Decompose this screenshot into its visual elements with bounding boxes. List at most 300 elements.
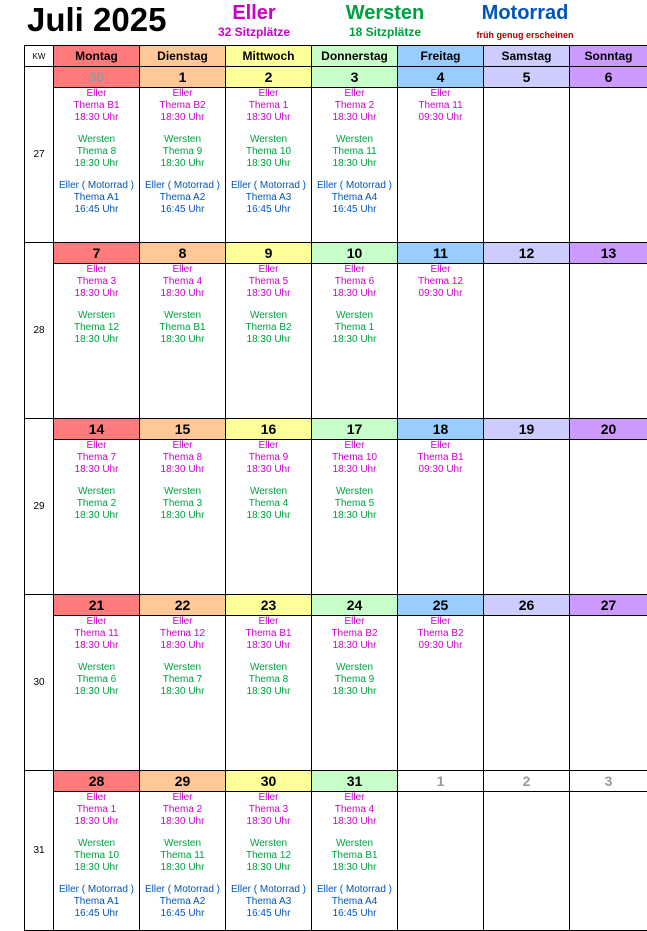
day-number: 12 [484,243,570,264]
course-entry [54,792,139,828]
course-time: 18:30 Uhr [54,686,139,698]
day-cell [484,792,570,931]
course-location: Eller [140,88,225,100]
kw-header: KW [25,46,54,67]
day-number: 16 [226,419,312,440]
day-number: 25 [398,595,484,616]
day-number: 29 [140,771,226,792]
course-time: 18:30 Uhr [54,816,139,828]
day-number: 31 [312,771,398,792]
course-location: Wersten [140,134,225,146]
course-topic: Thema B2 [312,628,397,640]
course-entry [54,662,139,698]
day-number: 7 [54,243,140,264]
week-date-row [25,243,647,264]
legend-motorrad [470,1,580,42]
course-location: Wersten [226,662,311,674]
course-topic: Thema 12 [398,276,483,288]
course-entry [54,884,139,920]
day-cell [570,88,647,243]
course-location: Eller ( Motorrad ) [140,180,225,192]
course-time: 18:30 Uhr [312,640,397,652]
course-entry [312,134,397,170]
course-topic: Thema A3 [226,896,311,908]
course-time: 16:45 Uhr [312,908,397,920]
weekday-header: Sonntag [570,46,647,67]
course-topic: Thema 11 [312,146,397,158]
day-cell [226,264,312,419]
course-entry [54,264,139,300]
day-cell [570,616,647,771]
course-topic: Thema 1 [312,322,397,334]
course-topic: Thema A2 [140,192,225,204]
course-location: Eller [226,440,311,452]
course-topic: Thema 4 [226,498,311,510]
course-topic: Thema 7 [140,674,225,686]
course-topic: Thema 8 [226,674,311,686]
course-entry [312,88,397,124]
course-topic: Thema 11 [398,100,483,112]
course-entry [140,792,225,828]
day-cell [140,616,226,771]
course-topic: Thema 4 [140,276,225,288]
day-number: 15 [140,419,226,440]
course-time: 18:30 Uhr [226,816,311,828]
day-cell [570,440,647,595]
course-topic: Thema 9 [140,146,225,158]
course-location: Eller ( Motorrad ) [312,180,397,192]
week-content-row [25,88,647,243]
course-time: 18:30 Uhr [140,510,225,522]
course-time: 09:30 Uhr [398,640,483,652]
course-entry [226,616,311,652]
course-time: 18:30 Uhr [226,640,311,652]
course-topic: Thema A1 [54,896,139,908]
day-number: 8 [140,243,226,264]
legend-wersten [335,1,435,39]
course-time: 18:30 Uhr [226,112,311,124]
course-topic: Thema B2 [226,322,311,334]
course-entry [54,88,139,124]
course-time: 16:45 Uhr [312,204,397,216]
day-number: 14 [54,419,140,440]
course-topic: Thema B2 [398,628,483,640]
course-entry [140,264,225,300]
week-content-row [25,616,647,771]
course-entry [140,440,225,476]
course-entry [54,838,139,874]
day-cell [312,792,398,931]
course-time: 18:30 Uhr [226,862,311,874]
day-cell [54,792,140,931]
course-entry [54,440,139,476]
week-date-row [25,595,647,616]
course-topic: Thema 12 [54,322,139,334]
day-cell [398,440,484,595]
course-topic: Thema 1 [54,804,139,816]
course-location: Eller [398,440,483,452]
course-topic: Thema 10 [312,452,397,464]
course-location: Wersten [312,662,397,674]
course-location: Wersten [140,310,225,322]
course-entry [312,180,397,216]
course-location: Wersten [312,134,397,146]
course-time: 18:30 Uhr [54,640,139,652]
course-topic: Thema 11 [140,850,225,862]
course-location: Wersten [226,486,311,498]
course-entry [54,134,139,170]
course-entry [226,662,311,698]
course-time: 16:45 Uhr [140,908,225,920]
course-location: Wersten [54,838,139,850]
course-location: Eller [226,88,311,100]
course-time: 18:30 Uhr [140,686,225,698]
week-date-row [25,67,647,88]
course-entry [312,884,397,920]
course-time: 16:45 Uhr [54,204,139,216]
course-time: 09:30 Uhr [398,464,483,476]
course-topic: Thema 5 [312,498,397,510]
course-entry [312,838,397,874]
day-number: 30 [226,771,312,792]
course-entry [226,792,311,828]
course-topic: Thema 3 [140,498,225,510]
course-time: 18:30 Uhr [312,288,397,300]
week-content-row [25,792,647,931]
course-time: 18:30 Uhr [54,112,139,124]
week-date-row [25,419,647,440]
course-entry [226,264,311,300]
day-cell [484,88,570,243]
course-location: Eller ( Motorrad ) [54,884,139,896]
course-entry [226,88,311,124]
course-topic: Thema 4 [312,804,397,816]
course-location: Eller [140,440,225,452]
week-number: 31 [25,771,54,931]
course-location: Eller [54,440,139,452]
course-entry [312,264,397,300]
course-topic: Thema A1 [54,192,139,204]
course-time: 18:30 Uhr [54,334,139,346]
course-time: 18:30 Uhr [226,334,311,346]
course-topic: Thema 3 [54,276,139,288]
course-time: 18:30 Uhr [226,464,311,476]
course-topic: Thema 10 [226,146,311,158]
course-topic: Thema 12 [140,628,225,640]
course-time: 18:30 Uhr [226,510,311,522]
day-cell [140,440,226,595]
course-entry [226,134,311,170]
course-topic: Thema 1 [226,100,311,112]
weekday-header: Montag [54,46,140,67]
course-time: 09:30 Uhr [398,112,483,124]
day-number: 19 [484,419,570,440]
course-location: Eller [312,616,397,628]
course-entry [226,486,311,522]
course-location: Wersten [54,662,139,674]
day-cell [570,792,647,931]
weekday-header: Mittwoch [226,46,312,67]
day-cell [54,440,140,595]
day-cell [484,264,570,419]
course-topic: Thema 8 [140,452,225,464]
day-number: 1 [140,67,226,88]
course-location: Eller ( Motorrad ) [54,180,139,192]
course-location: Eller [226,616,311,628]
course-topic: Thema 6 [312,276,397,288]
course-location: Eller ( Motorrad ) [226,180,311,192]
course-entry [312,616,397,652]
day-number: 24 [312,595,398,616]
course-entry [398,264,483,300]
week-content-row [25,264,647,419]
page-title: Juli 2025 [27,0,166,40]
course-entry [140,838,225,874]
course-location: Wersten [54,486,139,498]
week-number: 29 [25,419,54,595]
course-topic: Thema 2 [140,804,225,816]
day-cell [140,264,226,419]
course-topic: Thema 5 [226,276,311,288]
course-time: 16:45 Uhr [140,204,225,216]
day-cell [226,792,312,931]
course-entry [312,792,397,828]
course-location: Eller [54,792,139,804]
course-topic: Thema 7 [54,452,139,464]
course-time: 18:30 Uhr [140,112,225,124]
day-cell [312,264,398,419]
day-number: 6 [570,67,647,88]
day-number: 13 [570,243,647,264]
week-date-row [25,771,647,792]
course-entry [312,662,397,698]
course-location: Eller ( Motorrad ) [312,884,397,896]
course-entry [226,838,311,874]
course-topic: Thema A3 [226,192,311,204]
day-number: 23 [226,595,312,616]
course-time: 18:30 Uhr [312,816,397,828]
course-time: 18:30 Uhr [312,862,397,874]
course-location: Eller ( Motorrad ) [226,884,311,896]
course-time: 18:30 Uhr [312,112,397,124]
calendar-grid [24,45,647,931]
course-time: 16:45 Uhr [226,908,311,920]
course-location: Eller [54,88,139,100]
day-number: 2 [226,67,312,88]
day-cell [398,792,484,931]
day-cell [226,440,312,595]
course-location: Wersten [140,838,225,850]
day-cell [312,616,398,771]
weekday-header: Freitag [398,46,484,67]
day-cell [398,616,484,771]
course-entry [54,616,139,652]
course-location: Eller [140,616,225,628]
week-number: 27 [25,67,54,243]
day-number: 9 [226,243,312,264]
course-time: 09:30 Uhr [398,288,483,300]
day-number: 17 [312,419,398,440]
course-time: 18:30 Uhr [140,816,225,828]
day-number: 4 [398,67,484,88]
course-location: Wersten [312,310,397,322]
weekday-header: Donnerstag [312,46,398,67]
course-time: 18:30 Uhr [54,510,139,522]
day-cell [398,88,484,243]
day-number: 3 [312,67,398,88]
course-time: 18:30 Uhr [312,464,397,476]
legend-eller-seats: 32 Sitzplätze [218,25,290,39]
legend-eller [218,1,290,39]
course-location: Wersten [54,134,139,146]
day-cell [140,88,226,243]
course-topic: Thema 8 [54,146,139,158]
course-topic: Thema 6 [54,674,139,686]
day-cell [54,88,140,243]
course-location: Eller [140,792,225,804]
day-number: 22 [140,595,226,616]
course-topic: Thema 11 [54,628,139,640]
course-location: Eller ( Motorrad ) [140,884,225,896]
course-topic: Thema B1 [140,322,225,334]
day-number: 10 [312,243,398,264]
day-cell [484,616,570,771]
course-location: Eller [398,88,483,100]
course-entry [226,440,311,476]
course-location: Eller [54,616,139,628]
course-location: Wersten [226,310,311,322]
course-location: Eller [226,792,311,804]
day-cell [54,616,140,771]
course-topic: Thema 12 [226,850,311,862]
week-content-row [25,440,647,595]
course-location: Eller [398,264,483,276]
course-entry [140,310,225,346]
course-location: Wersten [140,662,225,674]
course-topic: Thema B1 [312,850,397,862]
legend-eller-name: Eller [218,1,290,25]
course-topic: Thema A2 [140,896,225,908]
course-topic: Thema 9 [312,674,397,686]
course-time: 18:30 Uhr [226,686,311,698]
day-cell [54,264,140,419]
day-number: 2 [484,771,570,792]
course-topic: Thema B2 [140,100,225,112]
legend-motorrad-name: Motorrad [470,1,580,25]
course-entry [312,440,397,476]
course-time: 18:30 Uhr [54,464,139,476]
course-entry [140,486,225,522]
course-location: Wersten [312,486,397,498]
day-cell [312,440,398,595]
day-cell [398,264,484,419]
course-time: 18:30 Uhr [312,334,397,346]
course-location: Eller [54,264,139,276]
day-number: 5 [484,67,570,88]
weekday-header: Dienstag [140,46,226,67]
course-entry [140,616,225,652]
course-topic: Thema 2 [54,498,139,510]
course-entry [398,440,483,476]
course-topic: Thema 2 [312,100,397,112]
day-number: 28 [54,771,140,792]
day-cell [226,88,312,243]
course-topic: Thema A4 [312,192,397,204]
day-number: 27 [570,595,647,616]
course-location: Wersten [226,838,311,850]
course-entry [226,310,311,346]
course-location: Wersten [140,486,225,498]
day-cell [312,88,398,243]
course-location: Eller [312,88,397,100]
course-location: Wersten [312,838,397,850]
course-entry [140,88,225,124]
day-number: 30 [54,67,140,88]
course-entry [140,884,225,920]
week-number: 28 [25,243,54,419]
day-cell [140,792,226,931]
course-time: 18:30 Uhr [226,158,311,170]
course-time: 18:30 Uhr [54,288,139,300]
course-time: 18:30 Uhr [140,334,225,346]
course-entry [398,616,483,652]
course-time: 18:30 Uhr [140,862,225,874]
course-entry [312,310,397,346]
day-number: 3 [570,771,647,792]
course-location: Eller [226,264,311,276]
course-entry [226,180,311,216]
legend-motorrad-note: früh genug erscheinen [470,28,580,42]
course-time: 18:30 Uhr [312,158,397,170]
course-time: 18:30 Uhr [312,510,397,522]
course-entry [226,884,311,920]
course-topic: Thema B1 [54,100,139,112]
legend-wersten-seats: 18 Sitzplätze [335,25,435,39]
day-number: 26 [484,595,570,616]
course-location: Wersten [54,310,139,322]
day-cell [570,264,647,419]
course-time: 18:30 Uhr [312,686,397,698]
course-entry [140,134,225,170]
course-entry [54,486,139,522]
course-entry [140,180,225,216]
course-time: 18:30 Uhr [226,288,311,300]
course-time: 18:30 Uhr [140,640,225,652]
day-number: 20 [570,419,647,440]
course-time: 18:30 Uhr [54,158,139,170]
course-topic: Thema 9 [226,452,311,464]
course-location: Eller [398,616,483,628]
course-entry [54,310,139,346]
course-location: Eller [312,792,397,804]
course-entry [312,486,397,522]
course-location: Wersten [226,134,311,146]
day-number: 1 [398,771,484,792]
course-topic: Thema B1 [398,452,483,464]
course-time: 16:45 Uhr [226,204,311,216]
day-number: 21 [54,595,140,616]
course-location: Eller [312,440,397,452]
course-topic: Thema A4 [312,896,397,908]
day-cell [226,616,312,771]
course-topic: Thema 10 [54,850,139,862]
course-time: 18:30 Uhr [54,862,139,874]
course-location: Eller [312,264,397,276]
course-location: Eller [140,264,225,276]
course-entry [140,662,225,698]
course-topic: Thema B1 [226,628,311,640]
course-entry [398,88,483,124]
